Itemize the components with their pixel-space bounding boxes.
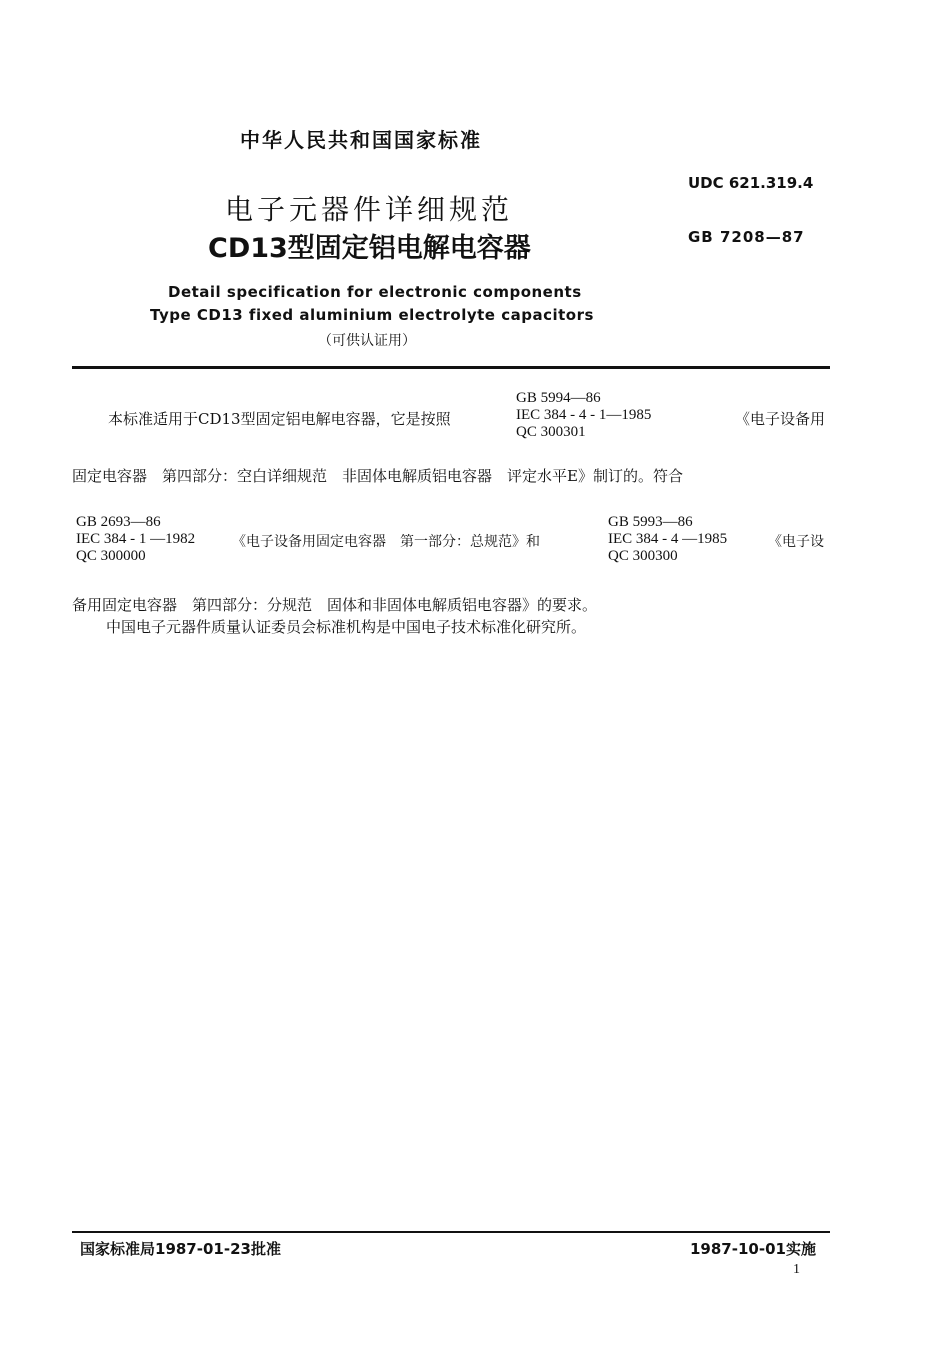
udc-number: UDC 621.319.4 [688,174,814,192]
certification-note: （可供认证用） [318,333,416,349]
para1-line2: 固定电容器 第四部分：空白详细规范 非固体电解质铝电容器 评定水平E》制订的。符合 [72,467,683,485]
title-cn-line1: 电子元器件详细规范 [225,193,514,226]
ref3-tail: 《电子设 [768,534,824,550]
header-rule [72,366,830,369]
para1-lead: 本标准适用于CD13型固定铝电解电容器，它是按照 [108,410,451,428]
reference-stack-1 [516,390,651,441]
reference-stack-3 [608,514,727,565]
ref2-qc: QC 300000 [76,548,146,564]
ref1-qc: QC 300301 [516,424,586,440]
page-number: 1 [793,1262,800,1277]
gb-number: GB 7208—87 [688,228,805,246]
title-en-line1: Detail specification for electronic components [168,283,582,301]
footer-rule [72,1231,830,1233]
ref2-iec: IEC 384 - 1 —1982 [76,531,196,547]
national-standard-heading: 中华人民共和国国家标准 [240,128,482,152]
ref3-gb: GB 5993—86 [608,514,693,530]
ref1-gb: GB 5994—86 [516,390,601,406]
title-cn-line2: CD13型固定铝电解电容器 [208,233,531,264]
reference-stack-2 [76,514,195,565]
effective-date: 1987-10-01实施 [690,1240,816,1258]
ref3-qc: QC 300300 [608,548,678,564]
ref3-iec: IEC 384 - 4 —1985 [608,531,728,547]
para2-line: 备用固定电容器 第四部分：分规范 固体和非固体电解质铝电容器》的要求。 [72,596,598,614]
approval-date: 国家标准局1987-01-23批准 [80,1240,281,1258]
title-en-line2: Type CD13 fixed aluminium electrolyte capacitors [150,306,594,324]
ref1-iec: IEC 384 - 4 - 1—1985 [516,407,652,423]
ref2-gb: GB 2693—86 [76,514,161,530]
para1-tail: 《电子设备用 [735,410,826,428]
para3: 中国电子元器件质量认证委员会标准机构是中国电子技术标准化研究所。 [106,618,587,636]
ref2-title: 《电子设备用固定电容器 第一部分：总规范》和 [232,534,540,550]
